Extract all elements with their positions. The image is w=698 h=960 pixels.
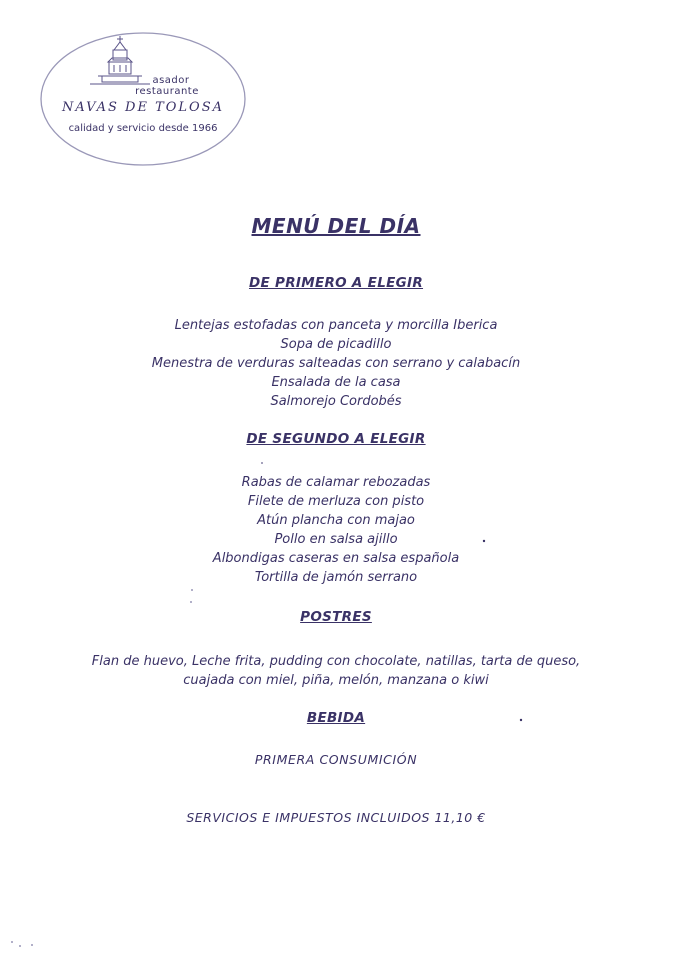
desserts-list bbox=[0, 652, 672, 690]
restaurant-logo bbox=[38, 30, 248, 168]
section-heading-second: DE SEGUNDO A ELEGIR bbox=[246, 431, 426, 447]
logo-restaurant-name: NAVAS DE TOLOSA bbox=[61, 100, 224, 115]
second-course-list bbox=[0, 473, 672, 587]
first-course-list bbox=[0, 316, 672, 411]
section-heading-first: DE PRIMERO A ELEGIR bbox=[248, 275, 424, 291]
list-item: Tortilla de jamón serrano bbox=[254, 570, 418, 585]
list-item: Albondigas caseras en salsa española bbox=[212, 551, 460, 566]
section-heading-desserts: POSTRES bbox=[300, 609, 372, 625]
logo-line-asador: asador bbox=[152, 75, 190, 86]
drink-text: PRIMERA CONSUMICIÓN bbox=[254, 752, 418, 767]
list-item: cuajada con miel, piña, melón, manzana o kiwi bbox=[183, 673, 489, 688]
list-item: Ensalada de la casa bbox=[271, 375, 401, 390]
list-item: Filete de merluza con pisto bbox=[247, 494, 425, 509]
list-item: Atún plancha con majao bbox=[257, 513, 415, 528]
section-heading-drink: BEBIDA bbox=[306, 710, 366, 726]
list-item: Flan de huevo, Leche frita, pudding con chocolate, natillas, tarta de queso, bbox=[91, 654, 581, 669]
price-line: SERVICIOS E IMPUESTOS INCLUIDOS 11,10 € bbox=[186, 810, 486, 825]
list-item: Lentejas estofadas con panceta y morcilla Iberica bbox=[174, 318, 498, 333]
logo-line-restaurante: restaurante bbox=[135, 86, 199, 97]
list-item: Rabas de calamar rebozadas bbox=[241, 475, 431, 490]
list-item: Sopa de picadillo bbox=[280, 337, 392, 352]
menu-title: MENÚ DEL DÍA bbox=[251, 214, 421, 238]
logo-oval-icon bbox=[38, 30, 248, 168]
list-item: Salmorejo Cordobés bbox=[270, 394, 402, 409]
list-item: Pollo en salsa ajillo bbox=[274, 532, 398, 547]
logo-tagline: calidad y servicio desde 1966 bbox=[68, 123, 218, 134]
list-item: Menestra de verduras salteadas con serrano y calabacín bbox=[151, 356, 521, 371]
